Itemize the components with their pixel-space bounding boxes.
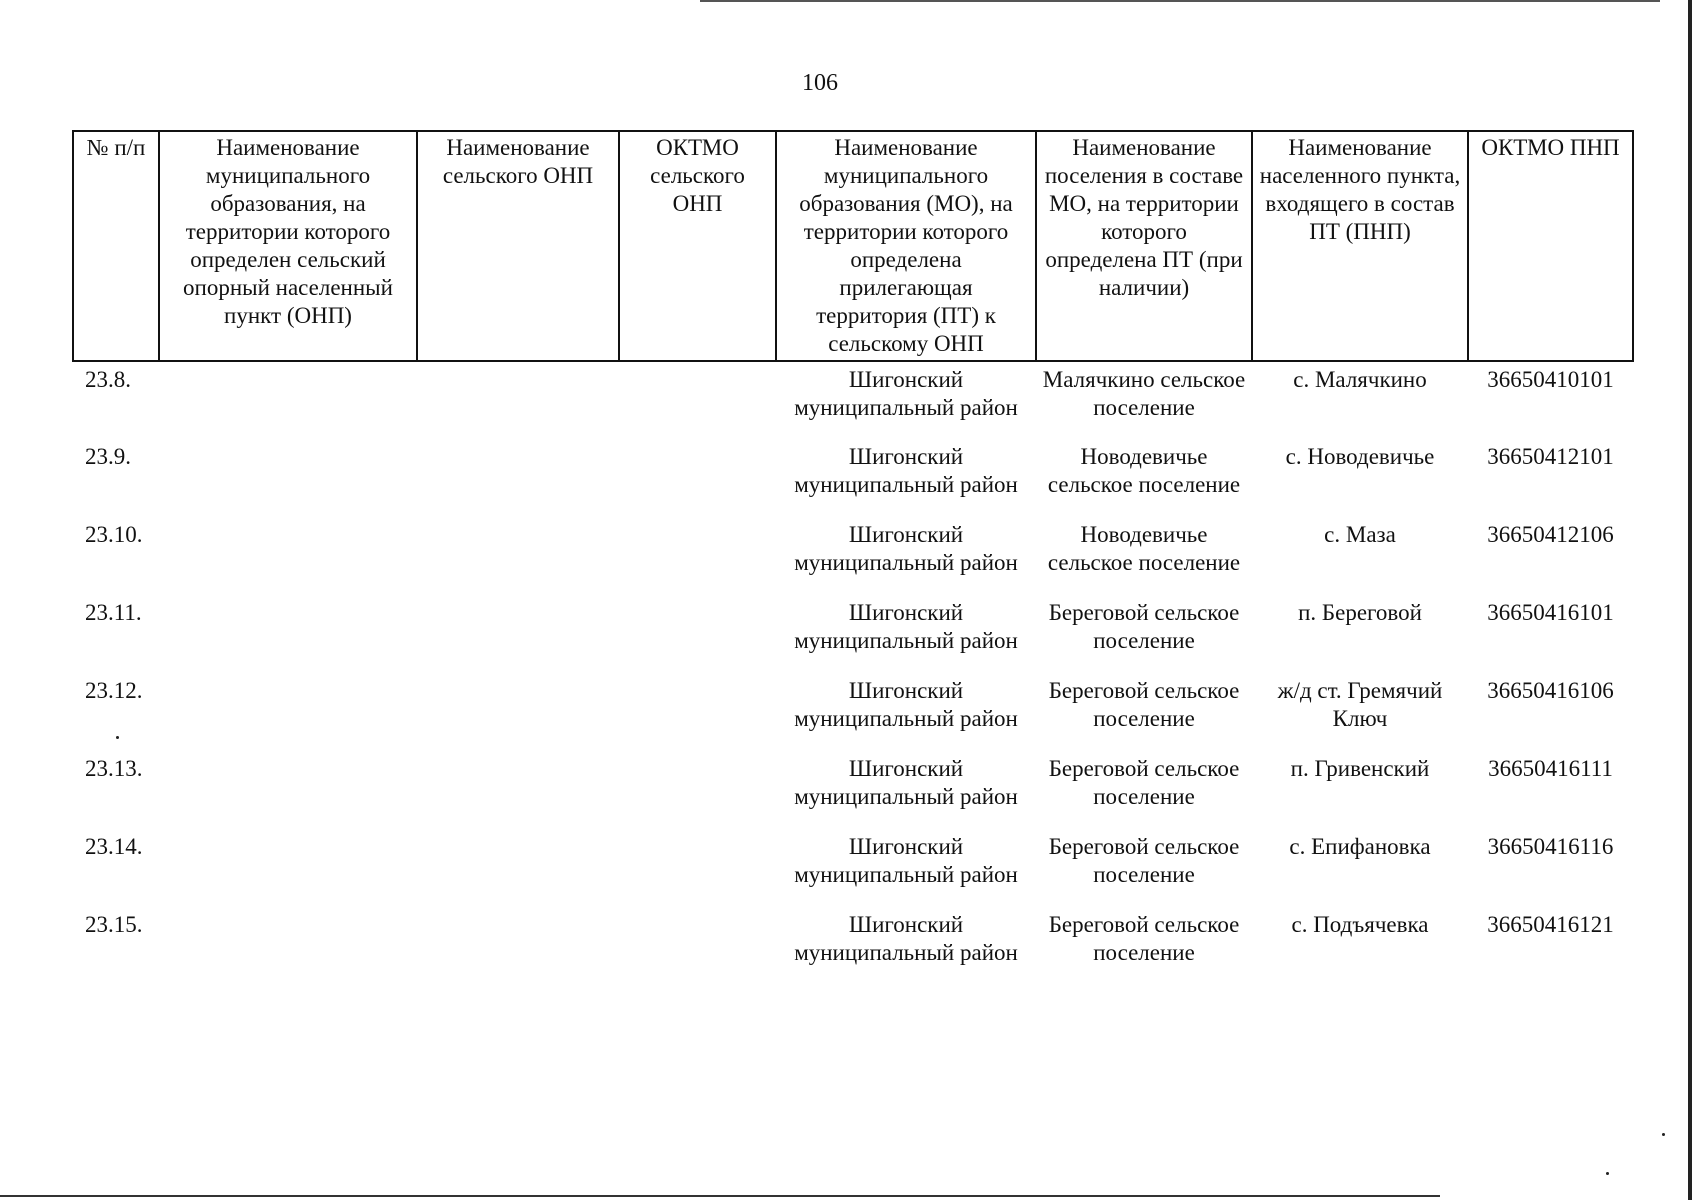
- cell-oktmo-pnp: 36650416106: [1487, 678, 1614, 703]
- cell-oktmo-onp: [619, 361, 776, 439]
- table-row: [73, 751, 1633, 829]
- cell-onp-name: [417, 829, 619, 907]
- table-body: [73, 361, 1633, 985]
- cell-number: 23.15.: [85, 912, 143, 937]
- scan-artifact-right-edge: [1688, 0, 1692, 1200]
- cell-pnp-name: с. Подъячевка: [1291, 912, 1429, 937]
- cell-mo-onp: [159, 907, 417, 985]
- cell-oktmo-onp: [619, 673, 776, 751]
- cell-number: 23.10.: [85, 522, 143, 547]
- cell-oktmo-onp: [619, 517, 776, 595]
- cell-onp-name: [417, 361, 619, 439]
- cell-pnp-name: п. Береговой: [1298, 600, 1422, 625]
- cell-onp-name: [417, 595, 619, 673]
- table-row: [73, 907, 1633, 985]
- header-oktmo-pnp: ОКТМО ПНП: [1468, 131, 1633, 361]
- cell-onp-name: [417, 751, 619, 829]
- cell-mo-pt: Шигонский муниципальный район: [794, 834, 1018, 887]
- cell-mo-pt: Шигонский муниципальный район: [794, 600, 1018, 653]
- cell-onp-name: [417, 907, 619, 985]
- header-row: [73, 131, 1633, 361]
- table-row: [73, 595, 1633, 673]
- cell-mo-pt: Шигонский муниципальный район: [794, 367, 1018, 420]
- cell-mo-pt: Шигонский муниципальный район: [794, 756, 1018, 809]
- cell-number: 23.9.: [85, 444, 131, 469]
- cell-settlement: Береговой сельское поселение: [1048, 678, 1240, 731]
- cell-mo-pt: Шигонский муниципальный район: [794, 444, 1018, 497]
- cell-mo-pt: Шигонский муниципальный район: [794, 678, 1018, 731]
- cell-mo-pt: Шигонский муниципальный район: [794, 912, 1018, 965]
- table-row: [73, 673, 1633, 751]
- page-number: 106: [802, 70, 838, 96]
- scan-speck: [1662, 1133, 1665, 1136]
- cell-settlement: Береговой сельское поселение: [1048, 834, 1240, 887]
- cell-settlement: Новодевичье сельское поселение: [1047, 444, 1241, 497]
- scan-artifact-bottom-line: [0, 1195, 1440, 1197]
- cell-onp-name: [417, 673, 619, 751]
- cell-oktmo-onp: [619, 751, 776, 829]
- cell-oktmo-pnp: 36650412101: [1487, 444, 1614, 469]
- cell-pnp-name: с. Епифановка: [1289, 834, 1431, 859]
- cell-settlement: Новодевичье сельское поселение: [1047, 522, 1241, 575]
- cell-oktmo-onp: [619, 829, 776, 907]
- cell-oktmo-pnp: 36650416116: [1487, 834, 1614, 859]
- cell-mo-onp: [159, 751, 417, 829]
- header-mo-onp: Наименование муниципального образования, на территории которого определен сельский опорный населенный пункт (ОНП): [159, 131, 417, 361]
- cell-number: 23.14.: [85, 834, 143, 859]
- cell-onp-name: [417, 517, 619, 595]
- cell-mo-pt: Шигонский муниципальный район: [794, 522, 1018, 575]
- cell-oktmo-onp: [619, 907, 776, 985]
- header-oktmo-onp: ОКТМО сельского ОНП: [619, 131, 776, 361]
- cell-mo-onp: [159, 829, 417, 907]
- register-table: [72, 130, 1634, 985]
- cell-oktmo-onp: [619, 439, 776, 517]
- header-settlement: Наименование поселения в составе МО, на территории которого определена ПТ (при наличии): [1036, 131, 1252, 361]
- header-number: № п/п: [73, 131, 159, 361]
- scan-speck: [1606, 1172, 1609, 1175]
- cell-settlement: Береговой сельское поселение: [1048, 756, 1240, 809]
- header-pnp-name: Наименование населенного пункта, входящего в состав ПТ (ПНП): [1252, 131, 1468, 361]
- cell-number: 23.13.: [85, 756, 143, 781]
- cell-mo-onp: [159, 517, 417, 595]
- cell-mo-onp: [159, 595, 417, 673]
- table-row: [73, 361, 1633, 439]
- cell-mo-onp: [159, 361, 417, 439]
- cell-pnp-name: ж/д ст. Гремячий Ключ: [1277, 678, 1443, 731]
- cell-pnp-name: с. Новодевичье: [1285, 444, 1435, 469]
- cell-oktmo-pnp: 36650410101: [1487, 367, 1614, 392]
- cell-pnp-name: с. Маза: [1324, 522, 1396, 547]
- table-header: [73, 131, 1633, 361]
- cell-settlement: Малячкино сельское поселение: [1042, 367, 1246, 420]
- cell-oktmo-pnp: 36650416111: [1488, 756, 1613, 781]
- cell-number: 23.12.: [85, 678, 143, 703]
- scan-artifact-top-line: [700, 0, 1660, 2]
- cell-mo-onp: [159, 439, 417, 517]
- cell-settlement: Береговой сельское поселение: [1048, 600, 1240, 653]
- table-row: [73, 517, 1633, 595]
- cell-oktmo-pnp: 36650416101: [1487, 600, 1614, 625]
- cell-onp-name: [417, 439, 619, 517]
- cell-mo-onp: [159, 673, 417, 751]
- cell-oktmo-pnp: 36650412106: [1487, 522, 1614, 547]
- cell-number: 23.11.: [85, 600, 142, 625]
- cell-oktmo-pnp: 36650416121: [1487, 912, 1614, 937]
- table-row: [73, 829, 1633, 907]
- header-onp-name: Наименование сельского ОНП: [417, 131, 619, 361]
- cell-pnp-name: п. Гривенский: [1290, 756, 1430, 781]
- header-mo-pt: Наименование муниципального образования (МО), на территории которого определена прилегающая территория (ПТ) к сельскому ОНП: [776, 131, 1036, 361]
- cell-number: 23.8.: [85, 367, 131, 392]
- cell-settlement: Береговой сельское поселение: [1048, 912, 1240, 965]
- cell-oktmo-onp: [619, 595, 776, 673]
- table-row: [73, 439, 1633, 517]
- cell-pnp-name: с. Малячкино: [1293, 367, 1427, 392]
